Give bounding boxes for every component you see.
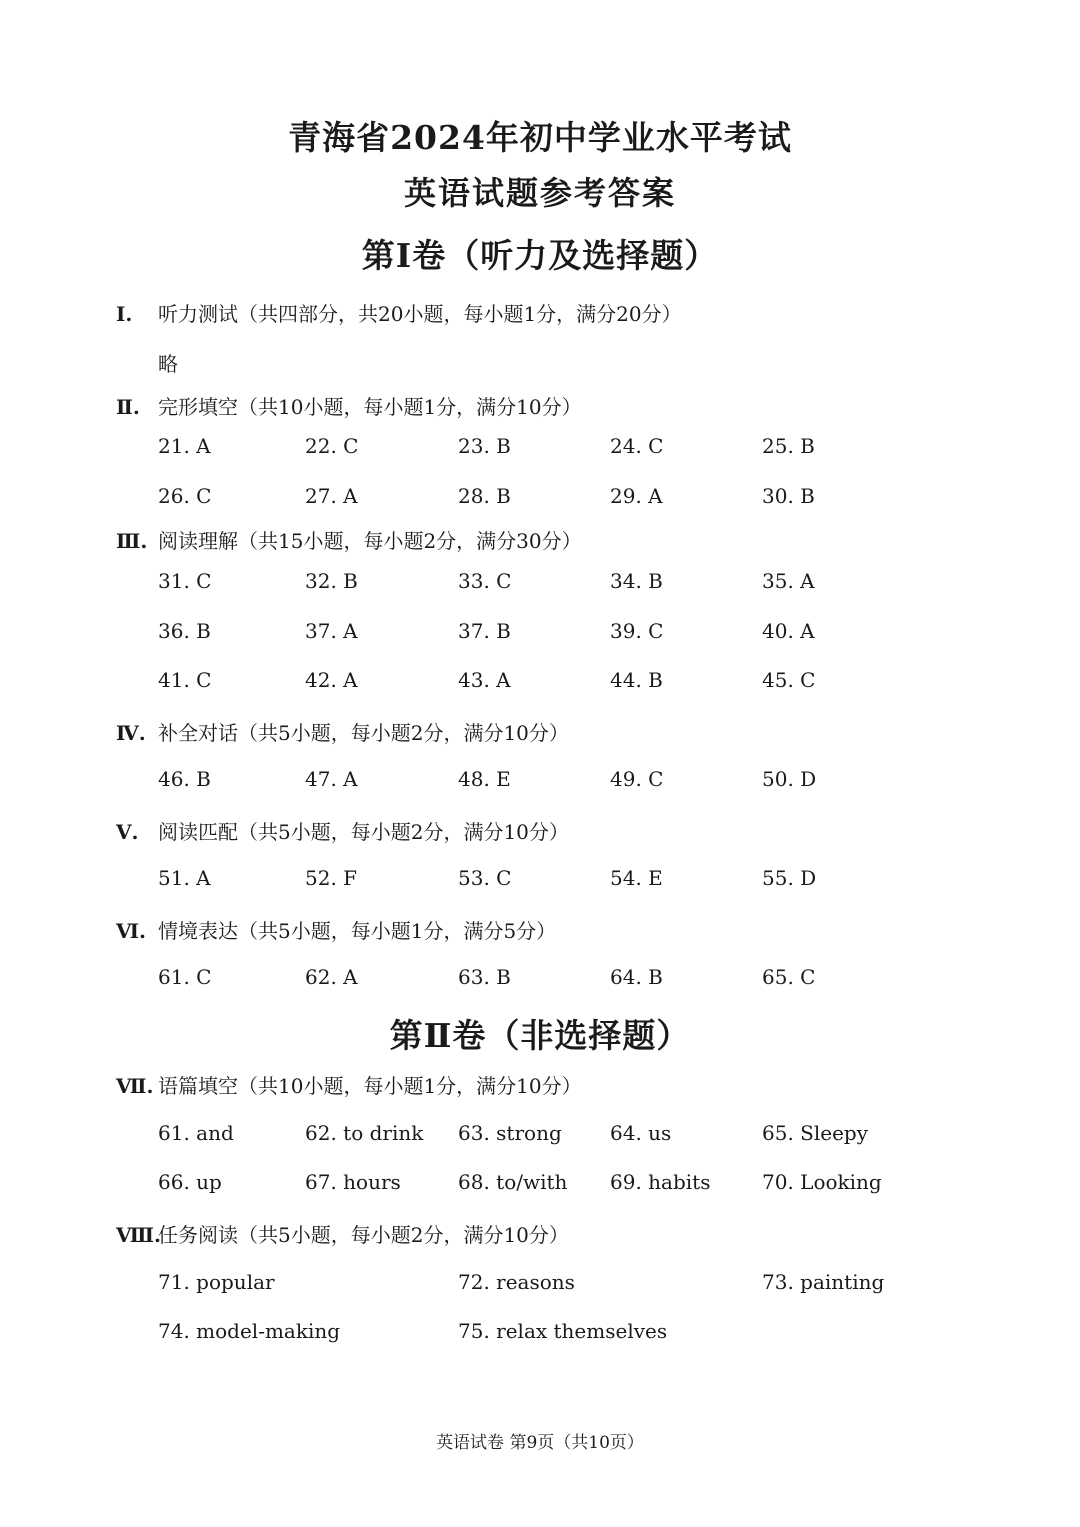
answer-item: 64. us — [610, 1121, 672, 1145]
answer-row — [0, 569, 1080, 599]
page-subtitle: 英语试题参考答案 — [403, 174, 676, 212]
answer-row — [0, 1121, 1080, 1151]
answer-item: 44. B — [610, 668, 663, 692]
answer-item: 32. B — [305, 569, 358, 593]
answer-row — [0, 866, 1080, 896]
answer-item: 26. C — [158, 484, 212, 508]
answer-row — [0, 668, 1080, 698]
answer-item: 49. C — [610, 767, 664, 791]
answer-item: 47. A — [305, 767, 358, 791]
answer-row — [0, 484, 1080, 514]
volume-1-heading: 第Ⅰ卷（听力及选择题） — [361, 236, 719, 275]
answer-row — [0, 1170, 1080, 1200]
section-heading — [116, 525, 582, 554]
answer-item: 42. A — [305, 668, 358, 692]
section-number: Ⅵ. — [116, 919, 146, 943]
answer-item: 72. reasons — [458, 1270, 575, 1294]
answer-item: 61. and — [158, 1121, 234, 1145]
answer-item: 51. A — [158, 866, 211, 890]
section-heading — [116, 816, 569, 845]
answer-row — [0, 1270, 1080, 1300]
answer-item: 46. B — [158, 767, 211, 791]
answer-row — [0, 767, 1080, 797]
answer-item: 27. A — [305, 484, 358, 508]
answer-row — [0, 965, 1080, 995]
section-heading — [116, 717, 569, 746]
section-title: 阅读匹配（共5小题，每小题2分，满分10分） — [158, 820, 569, 844]
answer-item: 64. B — [610, 965, 663, 989]
answer-item: 28. B — [458, 484, 511, 508]
section-title: 补全对话（共5小题，每小题2分，满分10分） — [158, 721, 569, 745]
answer-item: 75. relax themselves — [458, 1319, 668, 1343]
section-number: Ⅴ. — [116, 820, 139, 844]
answer-item: 63. strong — [458, 1121, 562, 1145]
answer-item: 48. E — [458, 767, 511, 791]
answer-item: 23. B — [458, 434, 511, 458]
section-number: Ⅳ. — [116, 721, 146, 745]
section-number: Ⅷ. — [116, 1223, 161, 1247]
answer-item: 45. C — [762, 668, 816, 692]
page-footer: 英语试卷 第9页（共10页） — [436, 1433, 644, 1453]
answer-item: 31. C — [158, 569, 212, 593]
section-title: 语篇填空（共10小题，每小题1分，满分10分） — [158, 1074, 582, 1098]
section-heading — [116, 391, 582, 420]
section-heading — [116, 1219, 569, 1248]
answer-item: 22. C — [305, 434, 359, 458]
answer-item: 54. E — [610, 866, 663, 890]
section-title: 完形填空（共10小题，每小题1分，满分10分） — [158, 395, 582, 419]
answer-item: 67. hours — [305, 1170, 401, 1194]
answer-item: 21. A — [158, 434, 211, 458]
answer-row — [0, 434, 1080, 464]
answer-item: 25. B — [762, 434, 815, 458]
answer-item: 62. A — [305, 965, 358, 989]
answer-row — [0, 1319, 1080, 1349]
section-title: 阅读理解（共15小题，每小题2分，满分30分） — [158, 529, 582, 553]
answer-item: 55. D — [762, 866, 817, 890]
section-heading — [116, 298, 682, 327]
section-heading — [116, 1070, 582, 1099]
answer-item: 34. B — [610, 569, 663, 593]
answer-item: 65. Sleepy — [762, 1121, 869, 1145]
answer-item: 73. painting — [762, 1270, 885, 1294]
volume-2-heading: 第Ⅱ卷（非选择题） — [389, 1016, 691, 1055]
answer-item: 43. A — [458, 668, 511, 692]
answer-item: 68. to/with — [458, 1170, 568, 1194]
answer-item: 37. B — [458, 619, 511, 643]
section-note: 略 — [158, 352, 178, 376]
answer-item: 41. C — [158, 668, 212, 692]
answer-item: 74. model-making — [158, 1319, 341, 1343]
answer-item: 40. A — [762, 619, 815, 643]
answer-item: 50. D — [762, 767, 817, 791]
section-title: 听力测试（共四部分，共20小题，每小题1分，满分20分） — [158, 302, 682, 326]
answer-item: 30. B — [762, 484, 815, 508]
answer-item: 65. C — [762, 965, 816, 989]
section-number: Ⅶ. — [116, 1074, 154, 1098]
answer-item: 61. C — [158, 965, 212, 989]
answer-item: 71. popular — [158, 1270, 275, 1294]
section-title: 任务阅读（共5小题，每小题2分，满分10分） — [158, 1223, 569, 1247]
answer-item: 62. to drink — [305, 1121, 424, 1145]
answer-item: 29. A — [610, 484, 663, 508]
page-title: 青海省2024年初中学业水平考试 — [288, 118, 792, 157]
answer-item: 36. B — [158, 619, 211, 643]
answer-item: 70. Looking — [762, 1170, 882, 1194]
answer-row — [0, 619, 1080, 649]
section-number: Ⅱ. — [116, 395, 140, 419]
answer-item: 66. up — [158, 1170, 222, 1194]
answer-item: 63. B — [458, 965, 511, 989]
answer-item: 69. habits — [610, 1170, 711, 1194]
answer-item: 24. C — [610, 434, 664, 458]
answer-item: 35. A — [762, 569, 815, 593]
section-heading — [116, 915, 556, 944]
answer-item: 52. F — [305, 866, 358, 890]
answer-item: 33. C — [458, 569, 512, 593]
section-number: Ⅰ. — [116, 302, 133, 326]
answer-item: 53. C — [458, 866, 512, 890]
section-title: 情境表达（共5小题，每小题1分，满分5分） — [158, 919, 557, 943]
answer-item: 39. C — [610, 619, 664, 643]
section-number: Ⅲ. — [116, 529, 148, 553]
answer-item: 37. A — [305, 619, 358, 643]
